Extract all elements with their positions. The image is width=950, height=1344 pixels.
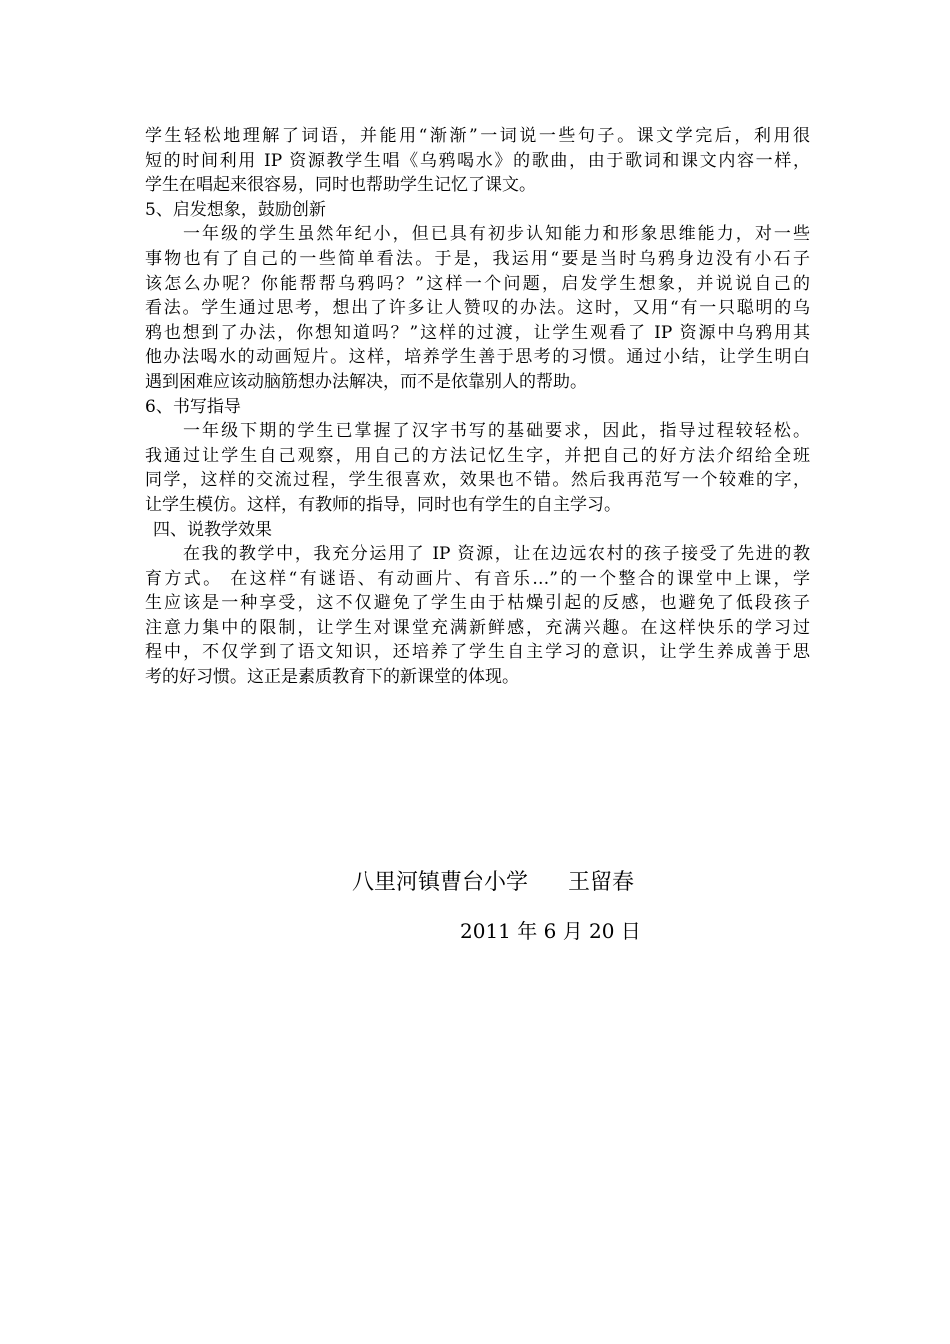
signature-line — [352, 868, 634, 898]
document-body — [145, 124, 810, 690]
document-date: 2011 年 6 月 20 日 — [460, 919, 641, 943]
paragraph-line: 生应该是一种享受，这不仅避免了学生由于枯燥引起的反感，也避免了低段孩子 — [145, 593, 810, 614]
paragraph-line: 考的好习惯。这正是素质教育下的新课堂的体现。 — [145, 667, 519, 688]
paragraph-line: 遇到困难应该动脑筋想办法解决，而不是依靠别人的帮助。 — [145, 371, 587, 392]
section-heading: 四、说教学效果 — [153, 519, 272, 540]
paragraph-line: 短的时间利用 IP 资源教学生唱《乌鸦喝水》的歌曲，由于歌词和课文内容一样， — [145, 150, 810, 171]
paragraph-line: 该怎么办呢？你能帮帮乌鸦吗？”这样一个问题，启发学生想象，并说说自己的 — [145, 273, 810, 294]
paragraph-line: 他办法喝水的动画短片。这样，培养学生善于思考的习惯。通过小结，让学生明白 — [145, 347, 810, 368]
paragraph-line: 在我的教学中，我充分运用了 IP 资源，让在边远农村的孩子接受了先进的教 — [183, 544, 810, 565]
author-name: 王留春 — [568, 870, 635, 895]
paragraph-line: 一年级的学生虽然年纪小，但已具有初步认知能力和形象思维能力，对一些 — [183, 224, 810, 245]
section-heading: 6、书写指导 — [145, 396, 241, 417]
section-heading: 5、启发想象，鼓励创新 — [145, 199, 326, 220]
paragraph-line: 学生在唱起来很容易，同时也帮助学生记忆了课文。 — [145, 175, 536, 196]
paragraph-line: 一年级下期的学生已掌握了汉字书写的基础要求，因此，指导过程较轻松。 — [183, 421, 810, 442]
paragraph-line: 事物也有了自己的一些简单看法。于是，我运用“要是当时乌鸦身边没有小石子 — [145, 248, 810, 269]
paragraph-line: 注意力集中的限制，让学生对课堂充满新鲜感，充满兴趣。在这样快乐的学习过 — [145, 617, 810, 638]
paragraph-line: 育方式。 在这样“有谜语、有动画片、有音乐…”的一个整合的课堂中上课，学 — [145, 568, 810, 589]
paragraph-line: 让学生模仿。这样，有教师的指导，同时也有学生的自主学习。 — [145, 494, 621, 515]
paragraph-line: 鸦也想到了办法，你想知道吗？”这样的过渡，让学生观看了 IP 资源中乌鸦用其 — [145, 322, 810, 343]
paragraph-line: 我通过让学生自己观察，用自己的方法记忆生字，并把自己的好方法介绍给全班 — [145, 445, 810, 466]
paragraph-line: 学生轻松地理解了词语，并能用“渐渐”一词说一些句子。课文学完后，利用很 — [145, 126, 810, 146]
paragraph-line: 同学，这样的交流过程，学生很喜欢，效果也不错。然后我再范写一个较难的字， — [145, 470, 810, 491]
paragraph-line: 看法。学生通过思考，想出了许多让人赞叹的办法。这时，又用“有一只聪明的乌 — [145, 298, 810, 319]
school-name: 八里河镇曹台小学 — [352, 870, 529, 895]
paragraph-line: 程中，不仅学到了语文知识，还培养了学生自主学习的意识，让学生养成善于思 — [145, 642, 810, 663]
